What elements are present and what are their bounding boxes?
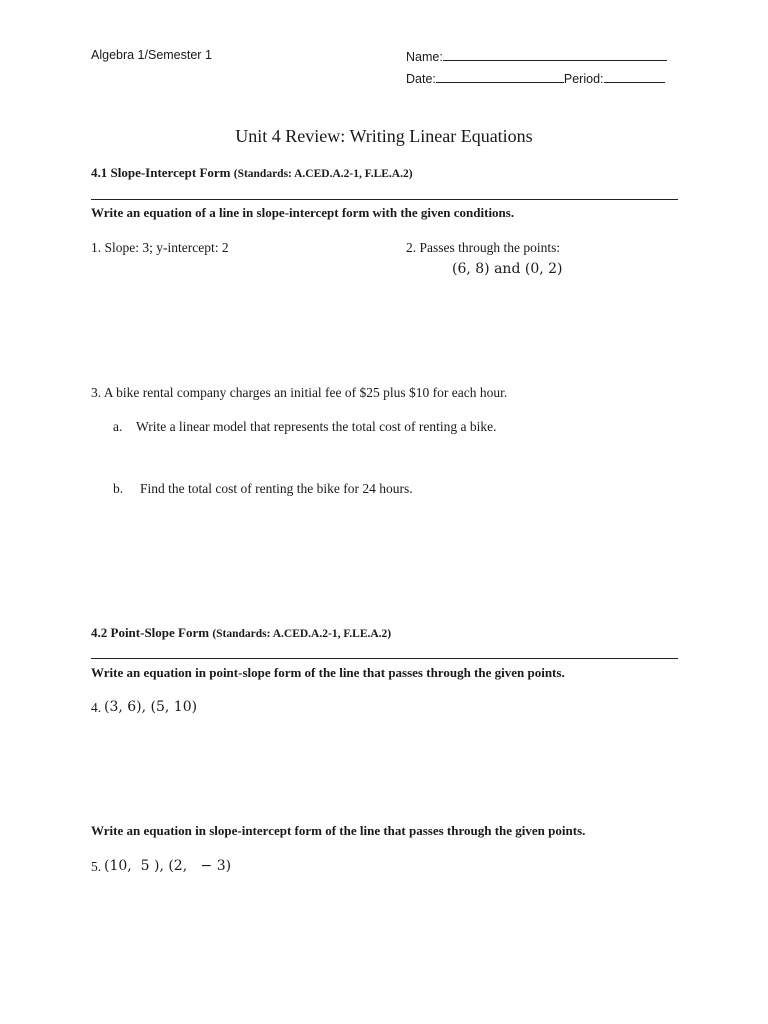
section-4-1-instruction: Write an equation of a line in slope-intercept form with the given conditions. (91, 205, 515, 220)
date-label: Date: (406, 72, 436, 86)
question-3: 3. A bike rental company charges an initial fee of $25 plus $10 for each hour. (91, 385, 508, 400)
section-4-1-standards: (Standards: A.CED.A.2-1, F.LE.A.2) (233, 168, 413, 180)
section-4-1-heading (91, 165, 413, 181)
period-blank[interactable] (604, 70, 665, 83)
question-3b: Find the total cost of renting the bike for 24 hours. (140, 481, 413, 496)
name-blank[interactable] (443, 48, 667, 61)
section-4-2-instruction-2: Write an equation in slope-intercept form of the line that passes through the given points. (91, 823, 586, 838)
name-label: Name: (406, 50, 443, 64)
course-label: Algebra 1/Semester 1 (91, 48, 212, 62)
question-5-number: 5. (91, 859, 102, 874)
section-4-2-divider (91, 658, 678, 659)
section-4-2-instruction-1: Write an equation in point-slope form of the line that passes through the given points. (91, 665, 565, 680)
question-3b-marker: b. (113, 481, 124, 496)
section-4-1-title: 4.1 Slope-Intercept Form (91, 165, 231, 180)
question-1: 1. Slope: 3; y-intercept: 2 (91, 240, 229, 255)
name-field[interactable] (406, 48, 667, 64)
question-2-points: (6, 8) and (0, 2) (452, 261, 563, 277)
section-4-2-standards: (Standards: A.CED.A.2-1, F.LE.A.2) (212, 628, 392, 640)
page-title: Unit 4 Review: Writing Linear Equations (235, 126, 533, 146)
question-4-points: (3, 6), (5, 10) (104, 699, 198, 715)
date-blank[interactable] (436, 70, 564, 83)
section-4-2-title: 4.2 Point-Slope Form (91, 625, 210, 640)
question-2: 2. Passes through the points: (406, 240, 561, 255)
question-4-number: 4. (91, 700, 102, 715)
period-label: Period: (563, 72, 604, 86)
date-period-field[interactable] (406, 70, 665, 86)
section-4-2-heading (91, 625, 391, 641)
section-4-1-divider (91, 199, 678, 200)
question-3a: Write a linear model that represents the total cost of renting a bike. (136, 419, 497, 434)
question-3a-marker: a. (113, 419, 123, 434)
question-5-points: (10, 5 ), (2, − 3) (104, 858, 232, 874)
